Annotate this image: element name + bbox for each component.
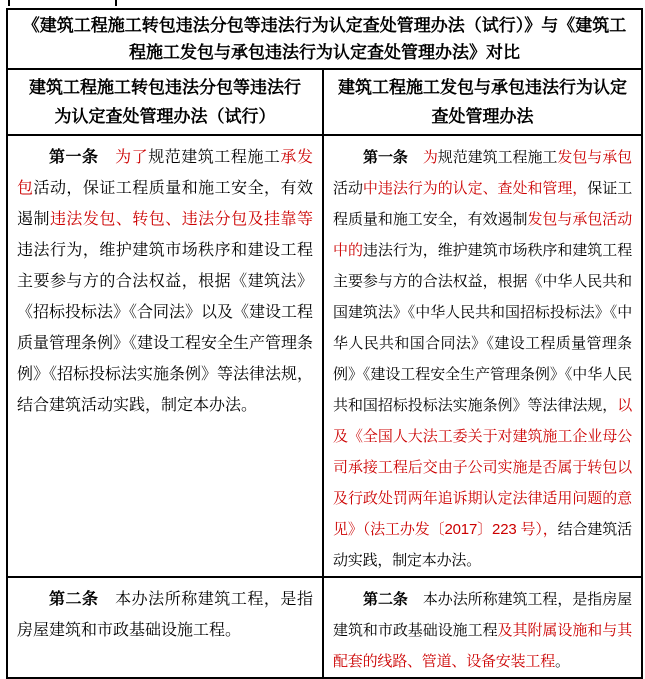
article-number: 第一条 (49, 149, 99, 166)
comparison-table (6, 8, 643, 679)
highlighted-text: 以及《全国人大法工委关于对建筑施工企业母公司承接工程后交由子公司实施是否属于转包以及行政处罚两年追诉期认定法律适用问题的意见》（法工办发〔2017〕223 号）， (333, 397, 632, 538)
text-run: 规范建筑工程施工 (148, 149, 281, 166)
text-run: 本办法所称建筑工程，是指房屋建筑和市政基础设施工程。 (17, 591, 313, 639)
text-run: 违法行为，维护建筑市场秩序和建筑工程主要参与方的合法权益，根据《中华人民共和国建筑法》《中华人民共和国招标投标法》《中华人民共和国合同法》《建设工程质量管理条例》《建设工程安全生产管理条例》《中华人民共和国招标投标法实施条例》等法律法规， (333, 242, 632, 414)
article-1-right-cell (323, 135, 642, 577)
article-1-left-cell (7, 135, 323, 577)
text-run: 本办法所称建筑工程，是指房屋建筑和市政基础设施工程 (333, 591, 632, 639)
highlighted-text: 发包与承包活动中的 (333, 211, 632, 259)
article-2-right-paragraph (333, 584, 632, 677)
title-row (7, 9, 642, 69)
article-1-left-paragraph (17, 142, 313, 421)
highlighted-text: 违法发包、转包、违法分包及挂靠等 (49, 211, 313, 228)
article-number: 第二条 (49, 591, 99, 608)
article-1-right-paragraph (333, 142, 632, 576)
highlighted-text: 发包与承包 (557, 149, 632, 166)
cropped-border-fragment (8, 0, 10, 6)
article-2-left-cell (7, 577, 323, 678)
text-run (99, 591, 116, 608)
text-run: 结合建筑活动实践，制定本办法。 (333, 521, 632, 569)
column-header-right: 建筑工程施工发包与承包违法行为认定查处管理办法 (323, 69, 642, 135)
text-run: 违法行为，维护建筑市场秩序和建设工程主要参与方的合法权益，根据《建筑法》《招标投标法》《合同法》以及《建设工程质量管理条例》《建设工程安全生产管理条例》《招标投标法实施条例》等法律法规，结合建筑活动实践，制定本办法。 (17, 242, 314, 414)
table-row-article-1 (7, 135, 642, 577)
text-run: 活动 (333, 180, 363, 197)
highlighted-text: 为 (422, 149, 438, 166)
article-number: 第二条 (363, 591, 408, 608)
highlighted-text: 中违法行为的认定、查处和管理， (362, 180, 588, 197)
article-number: 第一条 (363, 149, 408, 166)
highlighted-text: 承发包 (17, 149, 313, 197)
cropped-border-fragment (115, 0, 117, 6)
highlighted-text: 为了 (115, 149, 149, 166)
document-title: 《建筑工程施工转包违法分包等违法行为认定查处管理办法（试行）》与《建筑工程施工发包与承包违法行为认定查处管理办法》对比 (7, 9, 642, 69)
article-2-right-cell (323, 577, 642, 678)
text-run (99, 149, 116, 166)
text-run: 规范建筑工程施工 (437, 149, 558, 166)
text-run (408, 591, 423, 608)
highlighted-text: 及其附属设施和与其配套的线路、管道、设备安装工程 (333, 622, 632, 670)
article-2-left-paragraph (17, 584, 313, 646)
column-header-row (7, 69, 642, 135)
text-run: 保证工程质量和施工安全，有效遏制 (333, 180, 632, 228)
column-header-left: 建筑工程施工转包违法分包等违法行为认定查处管理办法（试行） (7, 69, 323, 135)
table-row-article-2 (7, 577, 642, 678)
text-run: 活动，保证工程质量和施工安全，有效遏制 (17, 180, 313, 228)
text-run (408, 149, 423, 166)
text-run: 。 (555, 653, 570, 670)
